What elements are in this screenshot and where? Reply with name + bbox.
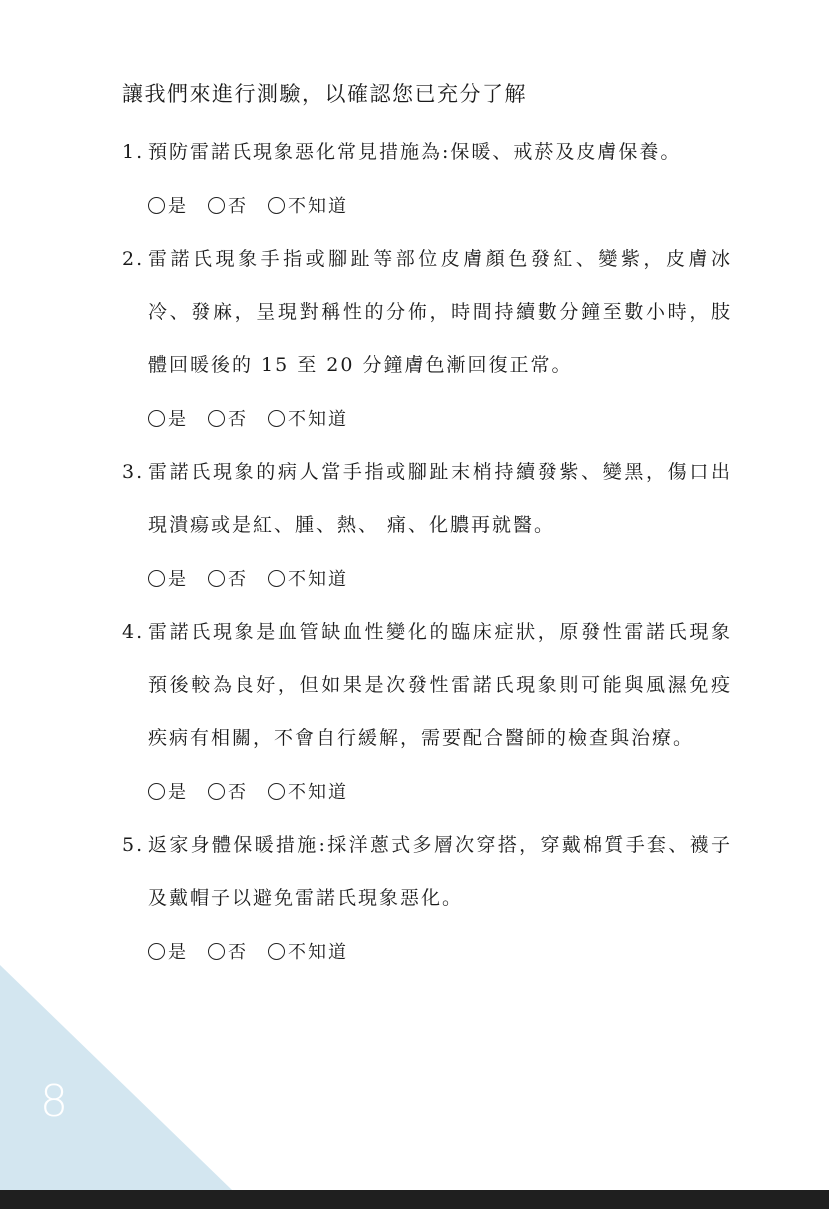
radio-circle-icon[interactable] (148, 783, 165, 800)
option-yes[interactable] (148, 565, 188, 591)
radio-circle-icon[interactable] (148, 943, 165, 960)
option-unknown[interactable] (268, 778, 348, 804)
option-label: 否 (228, 942, 248, 963)
option-no[interactable] (208, 565, 248, 591)
question-4 (122, 606, 742, 765)
radio-circle-icon[interactable] (148, 197, 165, 214)
question-1 (122, 126, 742, 179)
option-yes[interactable] (148, 405, 188, 431)
option-label: 是 (168, 782, 188, 803)
option-label: 不知道 (288, 569, 348, 590)
question-2 (122, 233, 742, 392)
radio-circle-icon[interactable] (268, 570, 285, 587)
question-text: 返家身體保暖措施:採洋蔥式多層次穿搭，穿戴棉質手套、襪子及戴帽子以避免雷諾氏現象惡化。 (148, 834, 732, 909)
option-label: 否 (228, 782, 248, 803)
option-label: 是 (168, 196, 188, 217)
question-text: 雷諾氏現象的病人當手指或腳趾末梢持續發紫、變黑，傷口出現潰瘍或是紅、腫、熱、 痛、化膿再就醫。 (148, 461, 732, 536)
quiz-intro: 讓我們來進行測驗，以確認您已充分了解 (122, 82, 527, 106)
option-yes[interactable] (148, 938, 188, 964)
question-4-options (122, 765, 742, 817)
question-1-options (122, 179, 742, 231)
option-label: 不知道 (288, 409, 348, 430)
radio-circle-icon[interactable] (148, 410, 165, 427)
question-5-options (122, 925, 742, 977)
option-label: 否 (228, 196, 248, 217)
question-3-options (122, 552, 742, 604)
option-yes[interactable] (148, 778, 188, 804)
option-label: 是 (168, 409, 188, 430)
bottom-bar (0, 1190, 829, 1209)
radio-circle-icon[interactable] (268, 197, 285, 214)
radio-circle-icon[interactable] (208, 783, 225, 800)
quiz-content (122, 74, 742, 979)
radio-circle-icon[interactable] (148, 570, 165, 587)
option-unknown[interactable] (268, 192, 348, 218)
option-unknown[interactable] (268, 938, 348, 964)
radio-circle-icon[interactable] (268, 410, 285, 427)
question-5 (122, 819, 742, 925)
question-2-options (122, 392, 742, 444)
option-label: 否 (228, 569, 248, 590)
question-number: 5. (122, 834, 145, 856)
radio-circle-icon[interactable] (208, 570, 225, 587)
question-number: 1. (122, 141, 145, 163)
option-no[interactable] (208, 405, 248, 431)
option-unknown[interactable] (268, 405, 348, 431)
option-label: 不知道 (288, 196, 348, 217)
option-label: 是 (168, 569, 188, 590)
question-text: 預防雷諾氏現象惡化常見措施為:保暖、戒菸及皮膚保養。 (148, 141, 682, 163)
option-label: 是 (168, 942, 188, 963)
radio-circle-icon[interactable] (268, 783, 285, 800)
option-yes[interactable] (148, 192, 188, 218)
option-no[interactable] (208, 778, 248, 804)
option-no[interactable] (208, 192, 248, 218)
option-unknown[interactable] (268, 565, 348, 591)
question-number: 4. (122, 621, 145, 643)
option-label: 不知道 (288, 942, 348, 963)
radio-circle-icon[interactable] (208, 943, 225, 960)
radio-circle-icon[interactable] (208, 197, 225, 214)
radio-circle-icon[interactable] (208, 410, 225, 427)
page-number: 8 (40, 1076, 68, 1127)
question-number: 3. (122, 461, 145, 483)
question-3 (122, 446, 742, 552)
option-label: 不知道 (288, 782, 348, 803)
option-no[interactable] (208, 938, 248, 964)
radio-circle-icon[interactable] (268, 943, 285, 960)
question-text: 雷諾氏現象是血管缺血性變化的臨床症狀，原發性雷諾氏現象預後較為良好，但如果是次發性雷諾氏現象則可能與風濕免疫疾病有相關，不會自行緩解，需要配合醫師的檢查與治療。 (148, 621, 732, 749)
question-number: 2. (122, 248, 145, 270)
question-text: 雷諾氏現象手指或腳趾等部位皮膚顏色發紅、變紫，皮膚冰冷、發麻，呈現對稱性的分佈，時間持續數分鐘至數小時，肢體回暖後的 15 至 20 分鐘膚色漸回復正常。 (148, 248, 732, 376)
option-label: 否 (228, 409, 248, 430)
